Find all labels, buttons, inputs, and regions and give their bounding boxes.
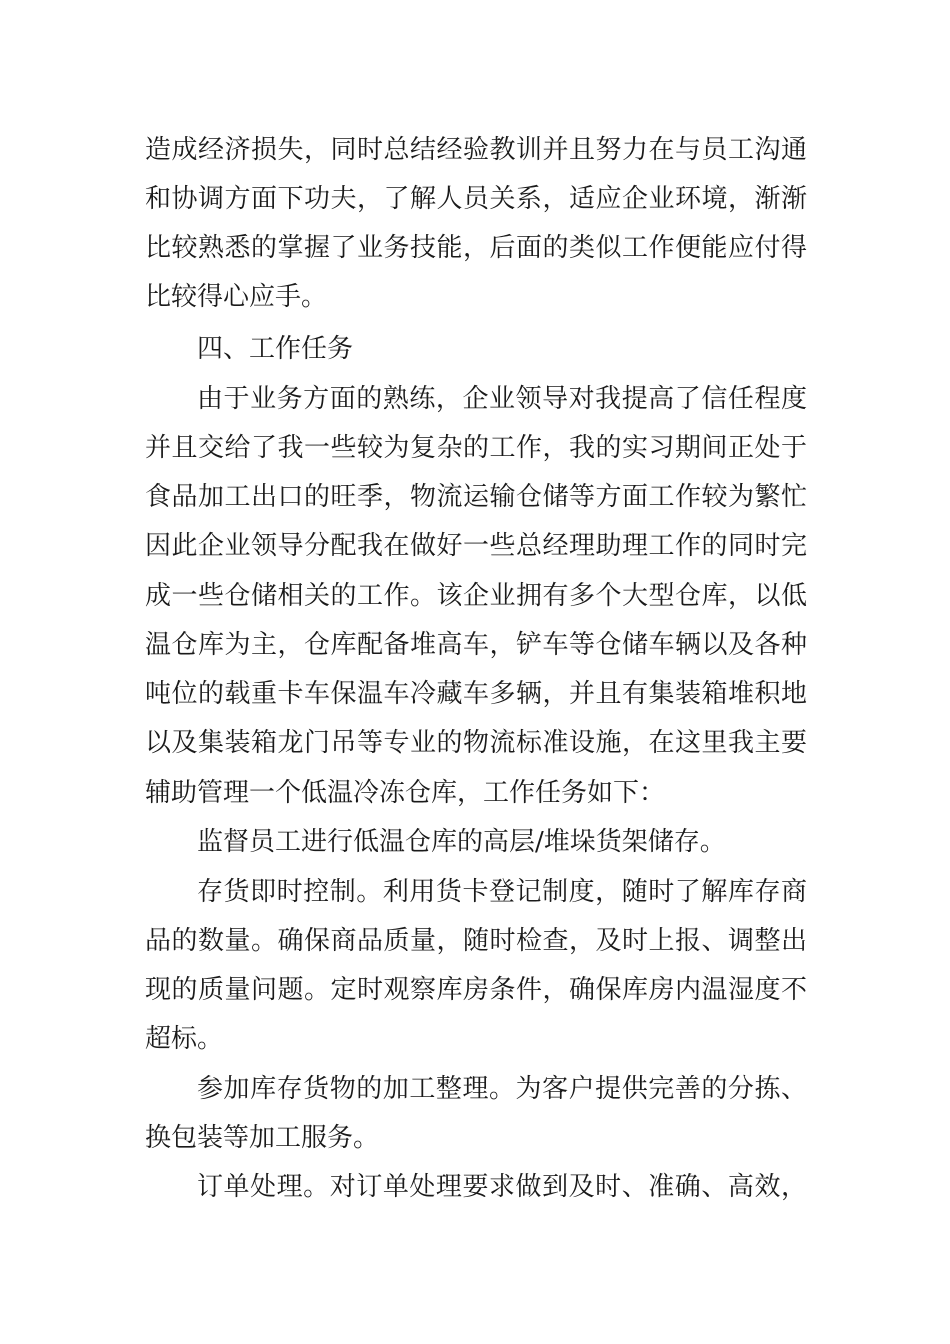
text-line: 现的质量问题。定时观察库房条件，确保库房内温湿度不 — [145, 975, 807, 1005]
text-line: 吨位的载重卡车保温车冷藏车多辆，并且有集装箱堆积地 — [145, 679, 807, 709]
text-line: 参加库存货物的加工整理。为客户提供完善的分拣、 — [197, 1074, 807, 1104]
text-line: 成一些仓储相关的工作。该企业拥有多个大型仓库，以低 — [145, 581, 807, 611]
text-line: 以及集装箱龙门吊等专业的物流标准设施，在这里我主要 — [145, 728, 807, 758]
text-line: 存货即时控制。利用货卡登记制度，随时了解库存商 — [197, 877, 807, 907]
text-line: 并且交给了我一些较为复杂的工作，我的实习期间正处于 — [145, 433, 807, 463]
text-line: 比较熟悉的掌握了业务技能，后面的类似工作便能应付得 — [145, 233, 807, 263]
text-line: 订单处理。对订单处理要求做到及时、准确、高效， — [197, 1172, 807, 1202]
text-line: 辅助管理一个低温冷冻仓库，工作任务如下： — [145, 778, 666, 808]
text-line: 监督员工进行低温仓库的高层/堆垛货架储存。 — [197, 827, 726, 857]
text-line: 品的数量。确保商品质量，随时检查，及时上报、调整出 — [145, 926, 807, 956]
text-line: 食品加工出口的旺季，物流运输仓储等方面工作较为繁忙 — [145, 482, 807, 512]
text-line: 造成经济损失，同时总结经验教训并且努力在与员工沟通 — [145, 135, 807, 165]
text-line: 超标。 — [145, 1024, 224, 1054]
text-line: 由于业务方面的熟练，企业领导对我提高了信任程度 — [197, 384, 807, 414]
text-line: 温仓库为主，仓库配备堆高车，铲车等仓储车辆以及各种 — [145, 630, 807, 660]
text-line: 和协调方面下功夫，了解人员关系，适应企业环境，渐渐 — [145, 184, 807, 214]
text-line: 因此企业领导分配我在做好一些总经理助理工作的同时完 — [145, 531, 807, 561]
section-heading: 四、工作任务 — [197, 334, 354, 364]
text-line: 比较得心应手。 — [145, 282, 328, 312]
text-line: 换包装等加工服务。 — [145, 1123, 380, 1153]
